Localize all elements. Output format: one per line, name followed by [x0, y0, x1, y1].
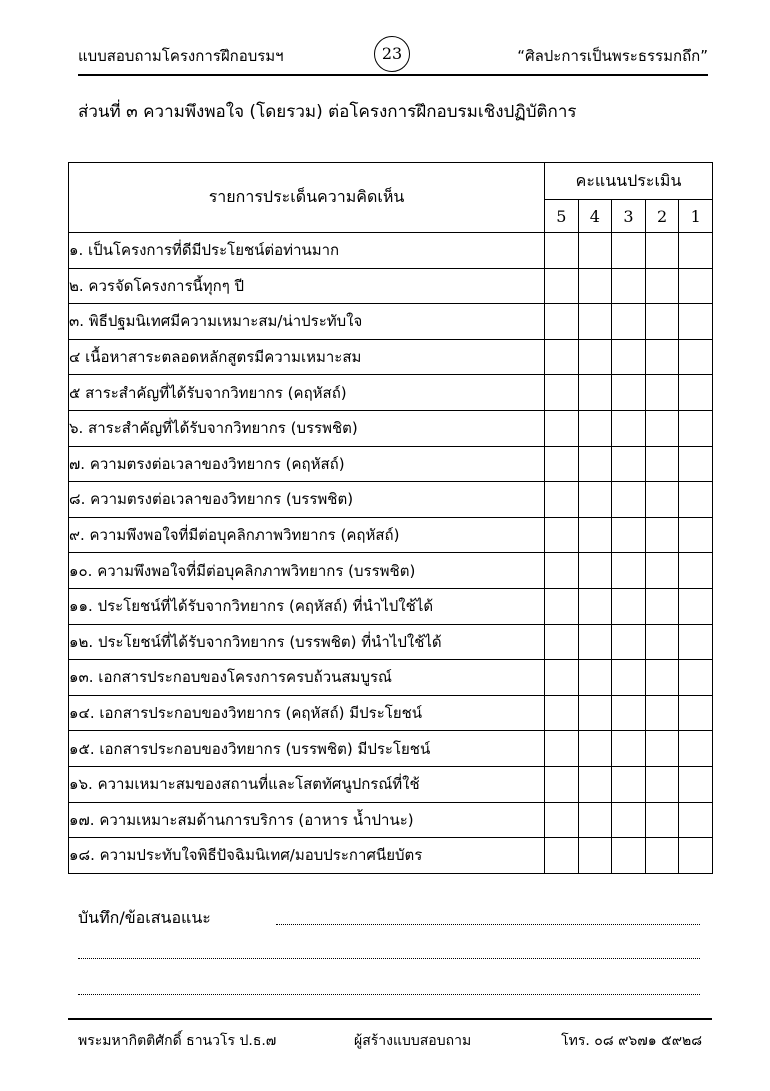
score-cell-2[interactable] — [645, 446, 679, 482]
item-label: ๓. พิธีปฐมนิเทศมีความเหมาะสม/น่าประทับใจ — [69, 304, 545, 340]
score-cell-3[interactable] — [612, 304, 646, 340]
score-cell-3[interactable] — [612, 268, 646, 304]
score-cell-1[interactable] — [679, 268, 713, 304]
score-column-header: คะแนนประเมิน — [545, 163, 713, 200]
score-cell-2[interactable] — [645, 410, 679, 446]
item-label: ๑๐. ความพึงพอใจที่มีต่อบุคลิกภาพวิทยากร (บรรพชิต) — [69, 553, 545, 589]
score-header-1: 1 — [679, 200, 713, 233]
score-cell-1[interactable] — [679, 553, 713, 589]
item-label: ๑๘. ความประทับใจพิธีปัจฉิมนิเทศ/มอบประกาศนียบัตร — [69, 838, 545, 874]
page-header — [78, 40, 708, 76]
table-row — [69, 731, 713, 767]
notes-line-3[interactable] — [78, 994, 700, 995]
score-cell-3[interactable] — [612, 410, 646, 446]
score-cell-3[interactable] — [612, 233, 646, 269]
score-cell-3[interactable] — [612, 588, 646, 624]
score-cell-4[interactable] — [578, 588, 612, 624]
score-header-4: 4 — [578, 200, 612, 233]
score-cell-1[interactable] — [679, 304, 713, 340]
score-cell-4[interactable] — [578, 233, 612, 269]
item-label: ๙. ความพึงพอใจที่มีต่อบุคลิกภาพวิทยากร (คฤหัสถ์) — [69, 517, 545, 553]
score-cell-5[interactable] — [545, 802, 579, 838]
item-label: ๑๒. ประโยชน์ที่ได้รับจากวิทยากร (บรรพชิต) ที่นำไปใช้ได้ — [69, 624, 545, 660]
table-row — [69, 233, 713, 269]
score-cell-2[interactable] — [645, 588, 679, 624]
score-cell-4[interactable] — [578, 339, 612, 375]
score-cell-3[interactable] — [612, 660, 646, 696]
score-cell-4[interactable] — [578, 410, 612, 446]
score-cell-3[interactable] — [612, 375, 646, 411]
score-cell-4[interactable] — [578, 482, 612, 518]
score-cell-4[interactable] — [578, 553, 612, 589]
score-cell-1[interactable] — [679, 446, 713, 482]
score-cell-3[interactable] — [612, 482, 646, 518]
table-row — [69, 588, 713, 624]
footer-role: ผู้สร้างแบบสอบถาม — [354, 1033, 472, 1049]
score-cell-2[interactable] — [645, 517, 679, 553]
notes-line-1[interactable] — [276, 924, 700, 925]
score-header-3: 3 — [612, 200, 646, 233]
score-cell-5[interactable] — [545, 695, 579, 731]
score-cell-2[interactable] — [645, 268, 679, 304]
score-header-5: 5 — [545, 200, 579, 233]
score-cell-2[interactable] — [645, 731, 679, 767]
table-row — [69, 339, 713, 375]
header-survey-title: แบบสอบถามโครงการฝึกอบรมฯ — [78, 47, 284, 65]
table-row — [69, 553, 713, 589]
item-label: ๑๗. ความเหมาะสมด้านการบริการ (อาหาร น้ำปานะ) — [69, 802, 545, 838]
score-cell-2[interactable] — [645, 695, 679, 731]
score-cell-1[interactable] — [679, 375, 713, 411]
score-cell-3[interactable] — [612, 695, 646, 731]
score-cell-5[interactable] — [545, 375, 579, 411]
score-cell-1[interactable] — [679, 517, 713, 553]
table-row — [69, 375, 713, 411]
score-cell-5[interactable] — [545, 304, 579, 340]
table-row — [69, 624, 713, 660]
score-cell-4[interactable] — [578, 375, 612, 411]
score-cell-5[interactable] — [545, 766, 579, 802]
score-cell-2[interactable] — [645, 339, 679, 375]
item-label: ๑๔. เอกสารประกอบของวิทยากร (คฤหัสถ์) มีประโยชน์ — [69, 695, 545, 731]
item-label: ๖. สาระสำคัญที่ได้รับจากวิทยากร (บรรพชิต) — [69, 410, 545, 446]
score-cell-1[interactable] — [679, 802, 713, 838]
score-cell-3[interactable] — [612, 766, 646, 802]
score-cell-5[interactable] — [545, 660, 579, 696]
score-cell-3[interactable] — [612, 339, 646, 375]
footer-phone: โทร. ๐๘ ๙๖๗๑ ๕๙๒๘ — [561, 1033, 702, 1049]
score-cell-2[interactable] — [645, 838, 679, 874]
score-cell-2[interactable] — [645, 375, 679, 411]
table-row — [69, 802, 713, 838]
item-label: ๑. เป็นโครงการที่ดีมีประโยชน์ต่อท่านมาก — [69, 233, 545, 269]
score-cell-3[interactable] — [612, 624, 646, 660]
score-cell-1[interactable] — [679, 766, 713, 802]
section-title: ส่วนที่ ๓ ความพึงพอใจ (โดยรวม) ต่อโครงการฝึกอบรมเชิงปฏิบัติการ — [78, 102, 577, 122]
score-cell-1[interactable] — [679, 660, 713, 696]
score-cell-3[interactable] — [612, 446, 646, 482]
score-cell-4[interactable] — [578, 517, 612, 553]
score-cell-4[interactable] — [578, 660, 612, 696]
page-number-badge: 23 — [374, 36, 410, 72]
notes-line-2[interactable] — [78, 958, 700, 959]
score-cell-1[interactable] — [679, 339, 713, 375]
score-cell-1[interactable] — [679, 695, 713, 731]
score-cell-4[interactable] — [578, 695, 612, 731]
score-cell-3[interactable] — [612, 838, 646, 874]
table-row — [69, 517, 713, 553]
item-label: ๑๑. ประโยชน์ที่ได้รับจากวิทยากร (คฤหัสถ์) ที่นำไปใช้ได้ — [69, 588, 545, 624]
score-cell-2[interactable] — [645, 660, 679, 696]
score-cell-2[interactable] — [645, 553, 679, 589]
score-cell-5[interactable] — [545, 233, 579, 269]
score-header-2: 2 — [645, 200, 679, 233]
score-cell-5[interactable] — [545, 517, 579, 553]
page-footer — [68, 1018, 712, 1050]
score-cell-1[interactable] — [679, 410, 713, 446]
score-cell-5[interactable] — [545, 731, 579, 767]
score-cell-5[interactable] — [545, 446, 579, 482]
score-cell-5[interactable] — [545, 339, 579, 375]
score-cell-5[interactable] — [545, 624, 579, 660]
item-label: ๒. ควรจัดโครงการนี้ทุกๆ ปี — [69, 268, 545, 304]
score-cell-2[interactable] — [645, 802, 679, 838]
score-cell-4[interactable] — [578, 838, 612, 874]
footer-author: พระมหากิตติศักดิ์ ธานวโร ป.ธ.๗ — [78, 1033, 277, 1049]
score-cell-2[interactable] — [645, 766, 679, 802]
item-label: ๑๖. ความเหมาะสมของสถานที่และโสตทัศนูปกรณ์ที่ใช้ — [69, 766, 545, 802]
score-cell-3[interactable] — [612, 802, 646, 838]
item-column-header: รายการประเด็นความคิดเห็น — [69, 163, 545, 233]
score-cell-5[interactable] — [545, 838, 579, 874]
score-cell-5[interactable] — [545, 553, 579, 589]
table-row — [69, 660, 713, 696]
item-label: ๑๕. เอกสารประกอบของวิทยากร (บรรพชิต) มีประโยชน์ — [69, 731, 545, 767]
score-cell-5[interactable] — [545, 588, 579, 624]
table-row — [69, 838, 713, 874]
item-label: ๑๓. เอกสารประกอบของโครงการครบถ้วนสมบูรณ์ — [69, 660, 545, 696]
score-cell-1[interactable] — [679, 838, 713, 874]
table-row — [69, 695, 713, 731]
table-row — [69, 482, 713, 518]
score-cell-1[interactable] — [679, 731, 713, 767]
score-cell-4[interactable] — [578, 304, 612, 340]
table-row — [69, 410, 713, 446]
table-row — [69, 304, 713, 340]
score-cell-1[interactable] — [679, 482, 713, 518]
table-row — [69, 446, 713, 482]
score-cell-3[interactable] — [612, 731, 646, 767]
item-label: ๘. ความตรงต่อเวลาของวิทยากร (บรรพชิต) — [69, 482, 545, 518]
score-cell-4[interactable] — [578, 731, 612, 767]
evaluation-table — [68, 162, 713, 874]
table-row — [69, 268, 713, 304]
score-cell-2[interactable] — [645, 482, 679, 518]
notes-label: บันทึก/ข้อเสนอแนะ — [78, 908, 211, 927]
score-cell-3[interactable] — [612, 517, 646, 553]
score-cell-2[interactable] — [645, 304, 679, 340]
score-cell-1[interactable] — [679, 233, 713, 269]
score-cell-1[interactable] — [679, 624, 713, 660]
item-label: ๔ เนื้อหาสาระตลอดหลักสูตรมีความเหมาะสม — [69, 339, 545, 375]
score-cell-4[interactable] — [578, 268, 612, 304]
table-row — [69, 766, 713, 802]
score-cell-5[interactable] — [545, 482, 579, 518]
score-cell-4[interactable] — [578, 446, 612, 482]
score-cell-2[interactable] — [645, 624, 679, 660]
header-course-title: “ศิลปะการเป็นพระธรรมกถึก” — [517, 47, 708, 65]
score-cell-5[interactable] — [545, 268, 579, 304]
score-cell-4[interactable] — [578, 624, 612, 660]
item-label: ๕ สาระสำคัญที่ได้รับจากวิทยากร (คฤหัสถ์) — [69, 375, 545, 411]
score-cell-1[interactable] — [679, 588, 713, 624]
score-cell-4[interactable] — [578, 802, 612, 838]
score-cell-5[interactable] — [545, 410, 579, 446]
score-cell-4[interactable] — [578, 766, 612, 802]
item-label: ๗. ความตรงต่อเวลาของวิทยากร (คฤหัสถ์) — [69, 446, 545, 482]
score-cell-2[interactable] — [645, 233, 679, 269]
score-cell-3[interactable] — [612, 553, 646, 589]
